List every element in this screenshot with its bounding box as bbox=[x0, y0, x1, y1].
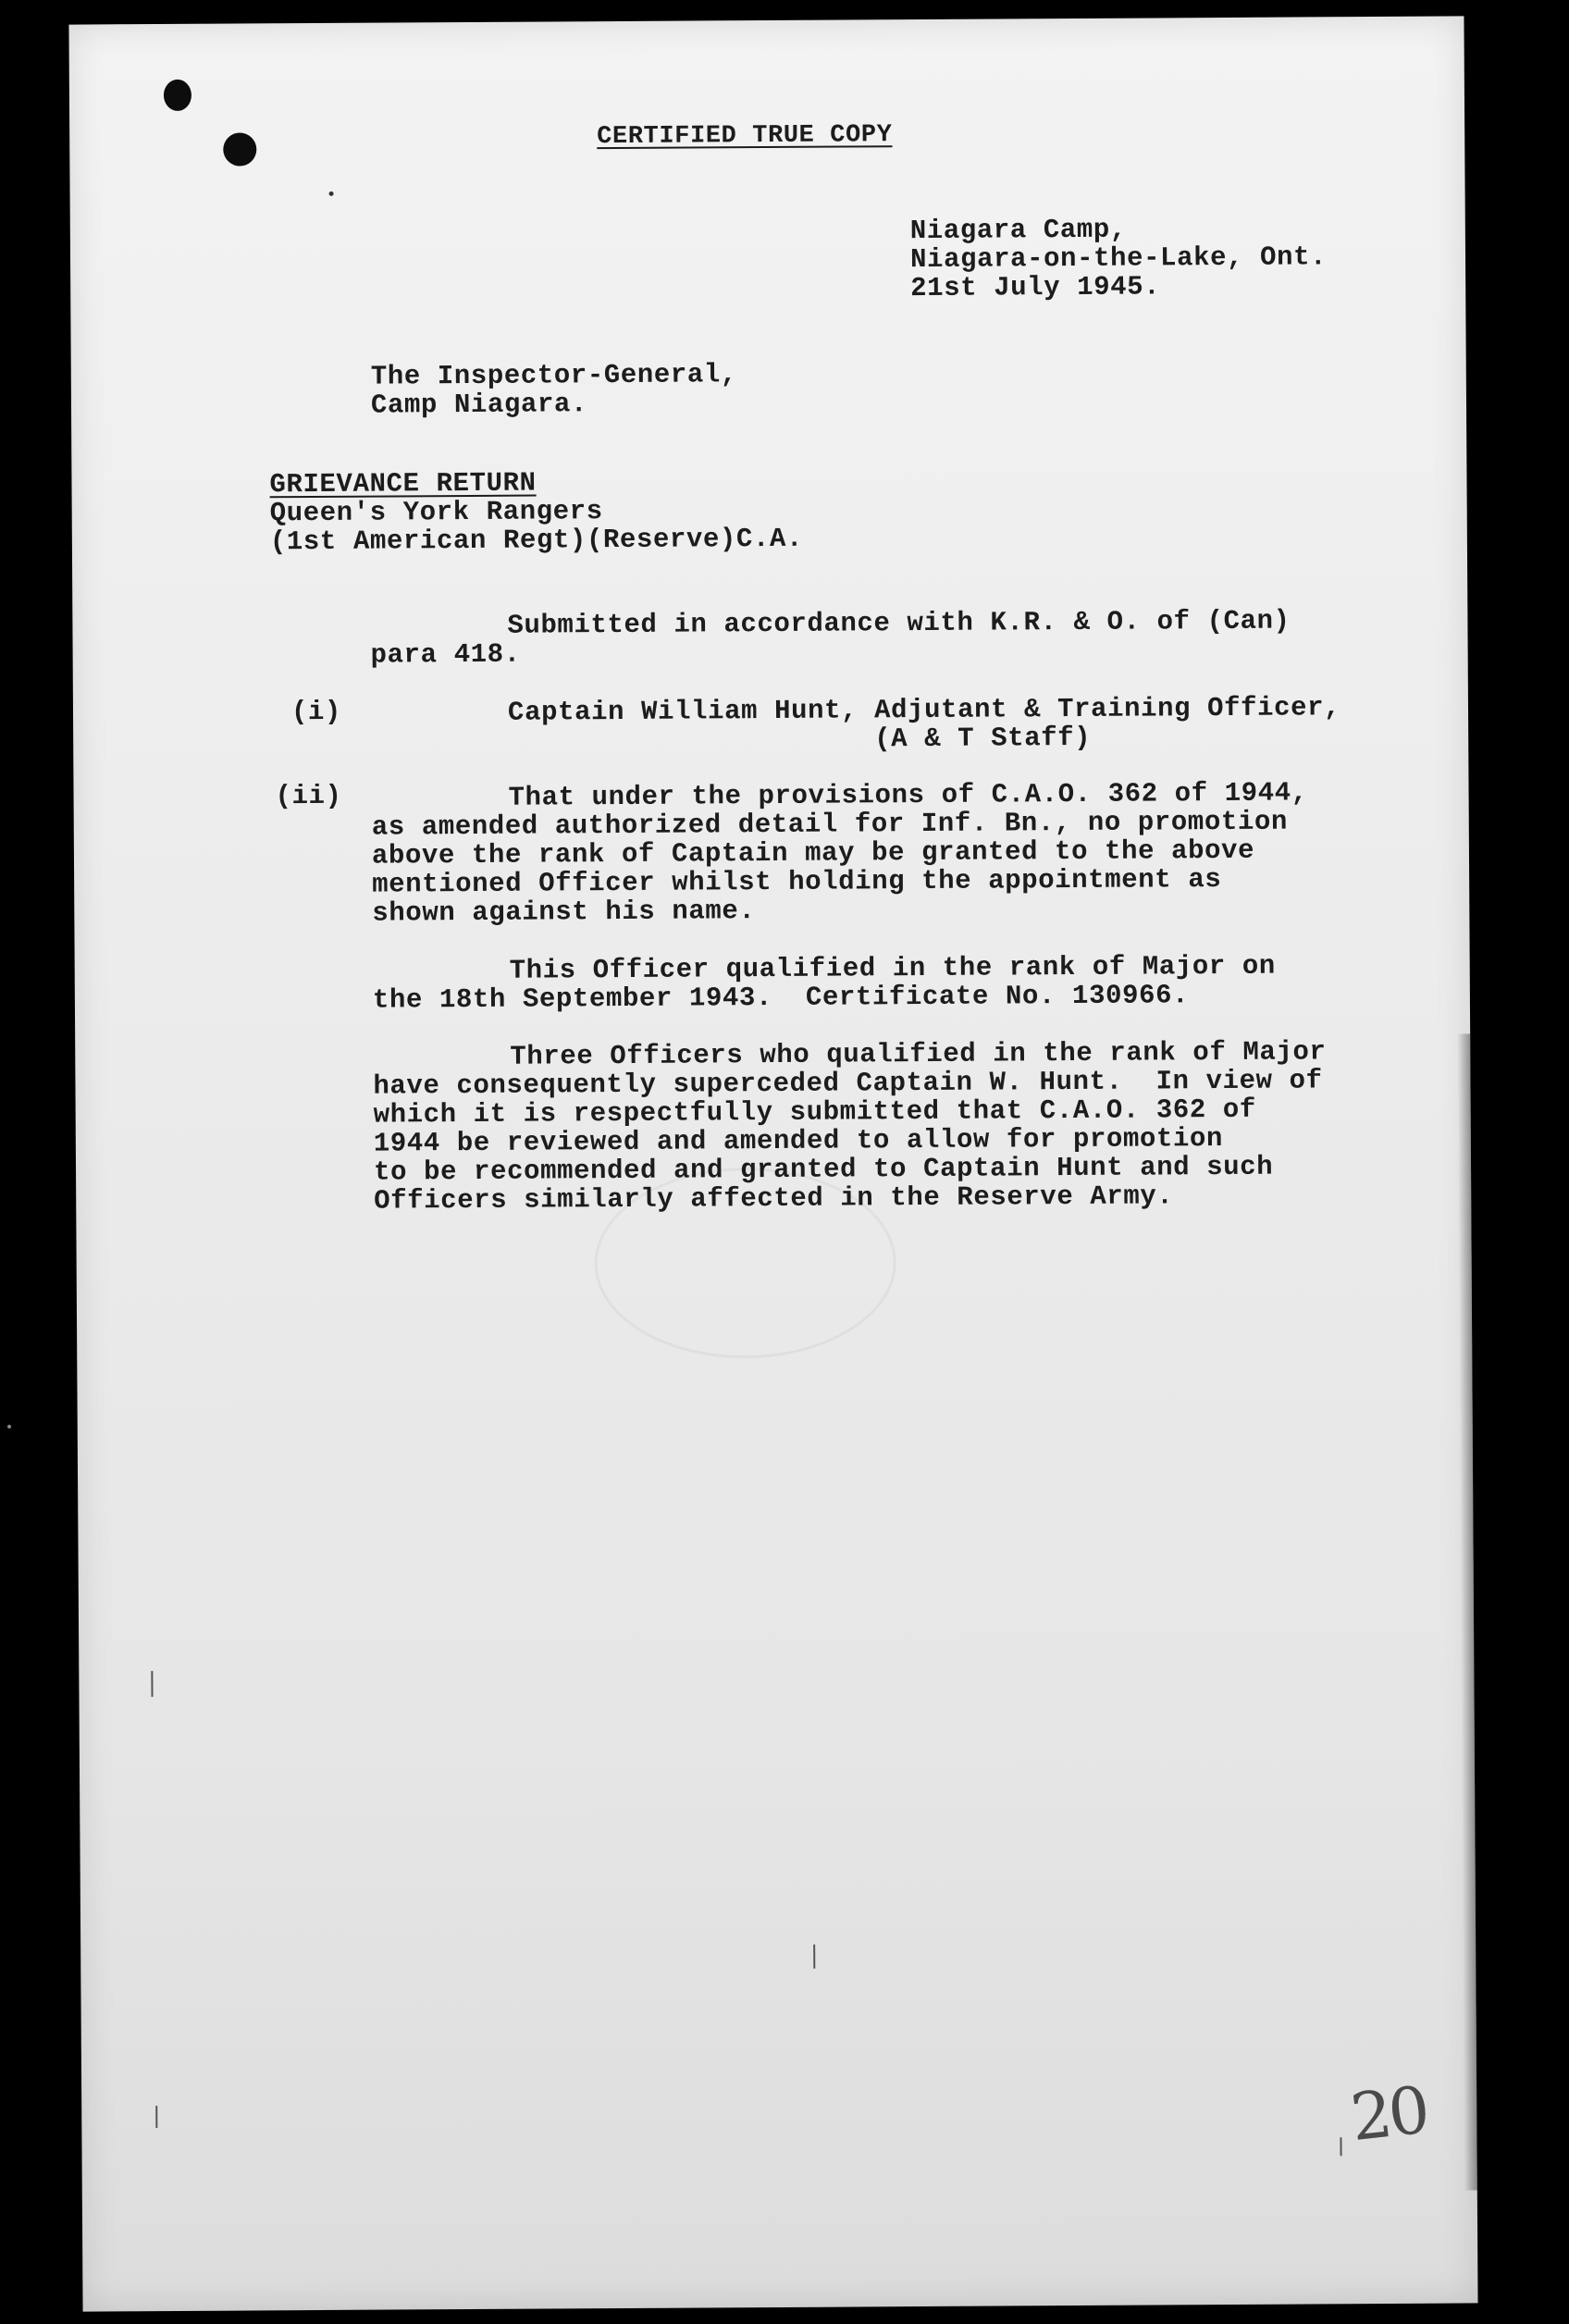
item-2-line-4: mentioned Officer whilst holding the appointment as bbox=[372, 864, 1222, 900]
item-2-marker: (ii) bbox=[275, 780, 342, 812]
para-3-line-6: Officers similarly affected in the Reserve Army. bbox=[374, 1181, 1174, 1217]
ink-speck bbox=[7, 1425, 11, 1428]
item-1-line-2: (A & T Staff) bbox=[874, 722, 1092, 755]
item-2-line-5: shown against his name. bbox=[372, 896, 756, 929]
para-2-line-1: This Officer qualified in the rank of Major on bbox=[509, 950, 1276, 986]
address-date: 21st July 1945. bbox=[910, 271, 1161, 304]
scan-mark bbox=[813, 1945, 815, 1969]
para-3-line-3: which it is respectfully submitted that C.A.O. 362 of bbox=[373, 1094, 1256, 1131]
ink-speck bbox=[329, 192, 334, 196]
para-3-line-1: Three Officers who qualified in the rank of Major bbox=[510, 1036, 1327, 1072]
scan-mark bbox=[155, 2106, 157, 2128]
para-3-line-4: 1944 be reviewed and amended to allow for promotion bbox=[373, 1123, 1224, 1159]
para-2-line-2: the 18th September 1943. Certificate No. 130966. bbox=[372, 980, 1190, 1016]
item-1-line-1: Captain William Hunt, Adjutant & Training Officer, bbox=[507, 692, 1341, 728]
punch-hole-bottom bbox=[223, 132, 256, 166]
subject-heading: GRIEVANCE RETURN bbox=[269, 467, 537, 501]
item-1-marker: (i) bbox=[290, 696, 342, 728]
document-title: CERTIFIED TRUE COPY bbox=[597, 121, 893, 152]
paper-edge-shadow bbox=[1457, 1033, 1477, 2190]
intro-line-1: Submitted in accordance with K.R. & O. of (Can) bbox=[507, 605, 1291, 641]
item-2-line-3: above the rank of Captain may be granted to the above bbox=[371, 834, 1255, 872]
address-line-1: Niagara Camp, bbox=[909, 214, 1127, 247]
para-3-line-5: to be recommended and granted to Captain Hunt and such bbox=[373, 1151, 1274, 1188]
intro-line-2: para 418. bbox=[370, 638, 521, 671]
para-3-line-2: have consequently superceded Captain W. Hunt. In view of bbox=[373, 1065, 1323, 1102]
item-2-line-2: as amended authorized detail for Inf. Bn., no promotion bbox=[371, 806, 1289, 843]
subject-line-2: (1st American Regt)(Reserve)C.A. bbox=[269, 523, 804, 558]
scan-mark bbox=[1340, 2137, 1341, 2156]
scan-mark bbox=[151, 1671, 153, 1697]
paper-sheet bbox=[68, 16, 1477, 2311]
subject-line-1: Queen's York Rangers bbox=[269, 496, 603, 529]
item-2-line-1: That under the provisions of C.A.O. 362 of 1944, bbox=[508, 777, 1308, 813]
address-line-2: Niagara-on-the-Lake, Ont. bbox=[909, 241, 1328, 276]
page-number: 20 bbox=[1346, 2071, 1430, 2157]
recipient-line-2: Camp Niagara. bbox=[370, 389, 588, 421]
punch-hole-top bbox=[164, 80, 191, 111]
recipient-line-1: The Inspector-General, bbox=[370, 359, 737, 392]
